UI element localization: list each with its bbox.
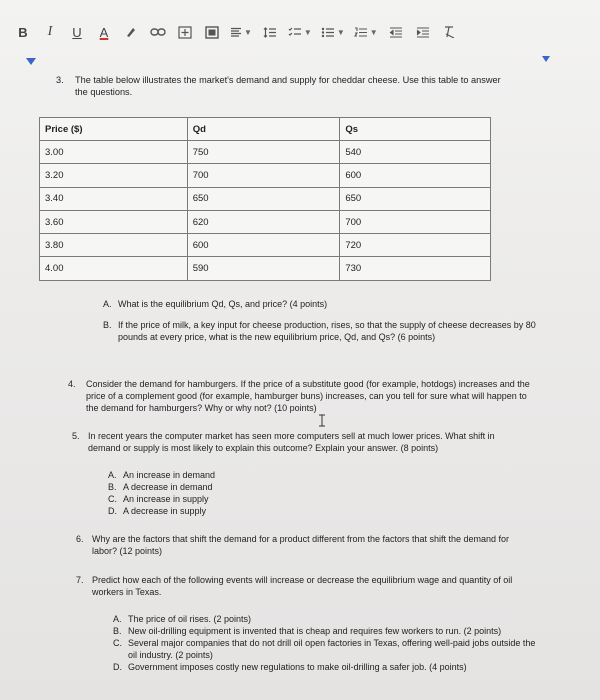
qs-cell: 730 (340, 257, 491, 280)
question-5-number: 5. (72, 431, 80, 441)
price-cell: 3.40 (40, 187, 188, 210)
option-label: A. (108, 470, 117, 480)
option-label: A. (113, 614, 122, 624)
option-text: An increase in supply (123, 494, 209, 504)
checklist-dropdown-icon: ▼ (303, 27, 312, 37)
insert-image-button[interactable] (176, 21, 194, 43)
price-cell: 3.00 (40, 141, 188, 164)
underline-label: U (72, 24, 82, 40)
part-b-label: B. (103, 320, 112, 330)
decrease-indent-icon (389, 27, 403, 38)
option-text: A decrease in supply (123, 506, 207, 516)
qd-cell: 620 (187, 210, 340, 233)
qs-cell: 720 (340, 234, 491, 257)
qd-cell: 590 (187, 257, 340, 280)
bold-label: B (18, 24, 28, 40)
option-label: D. (113, 662, 122, 672)
line-spacing-button[interactable] (261, 21, 279, 43)
option-label: B. (108, 482, 117, 492)
text-color-label: A (99, 24, 109, 40)
question-3-part-b (103, 319, 548, 343)
option-text: Government imposes costly new regulations to make oil-drilling a safer job. (4 points) (128, 662, 467, 672)
align-icon (230, 27, 242, 38)
qs-header: Qs (340, 118, 491, 141)
part-b-text: If the price of milk, a key input for cheese production, rises, so that the supply of cheese decreases by 80 pounds at every price, what is the new equilibrium price, Qd, and Qs? (6 points) (118, 320, 536, 342)
price-cell: 3.60 (40, 210, 188, 233)
table-row (40, 234, 491, 257)
option-label: D. (108, 506, 117, 516)
highlight-button[interactable] (122, 21, 140, 43)
qs-cell: 650 (340, 187, 491, 210)
link-icon (150, 27, 166, 37)
price-cell: 4.00 (40, 257, 188, 280)
math-icon (205, 26, 219, 39)
option-text: An increase in demand (123, 470, 216, 480)
table-header-row (40, 118, 491, 141)
clear-format-icon (444, 26, 456, 38)
table-row (40, 141, 491, 164)
qd-cell: 700 (187, 164, 340, 187)
numbered-list-icon (354, 27, 368, 38)
supply-demand-table (39, 117, 491, 281)
checklist-button[interactable] (288, 21, 312, 43)
question-7-options (113, 613, 543, 673)
highlight-icon (125, 26, 137, 38)
question-5-options (108, 469, 408, 517)
align-button[interactable] (230, 21, 252, 43)
option-row (113, 661, 543, 673)
option-row (113, 613, 543, 625)
qd-cell: 600 (187, 234, 340, 257)
link-button[interactable] (149, 21, 167, 43)
option-text: New oil-drilling equipment is invented that is cheap and requires few workers to run. (2 points) (128, 626, 502, 636)
question-7-number: 7. (76, 575, 84, 585)
question-7-text: Predict how each of the following events will increase or decrease the equilibrium wage and quantity of oil workers in Texas. (92, 575, 513, 597)
question-6-text: Why are the factors that shift the demand for a product different from the factors that shift the demand for labor? (12 points) (92, 534, 510, 556)
question-6-number: 6. (76, 534, 84, 544)
price-cell: 3.20 (40, 164, 188, 187)
option-row (108, 481, 408, 493)
option-label: C. (108, 494, 117, 504)
question-4 (68, 378, 533, 414)
question-6 (76, 533, 536, 557)
italic-label: I (47, 24, 53, 39)
math-button[interactable] (203, 21, 221, 43)
bulleted-list-button[interactable] (321, 21, 345, 43)
qs-cell: 700 (340, 210, 491, 233)
bulleted-list-icon (321, 27, 335, 38)
option-row (113, 625, 523, 637)
question-4-text: Consider the demand for hamburgers. If the price of a substitute good (for example, hotdogs) increases and the price of a complement good (for example, hamburger buns) increases, can you tell for sure what will happen to the demand for hamburgers? Why or why not? (10 points) (86, 379, 530, 413)
qs-cell: 600 (340, 164, 491, 187)
option-row (108, 505, 408, 517)
question-3 (56, 74, 536, 98)
align-dropdown-icon: ▼ (244, 27, 252, 37)
question-5-text: In recent years the computer market has seen more computers sell at much lower prices. What shift in demand or supply is most likely to explain this outcome? Explain your answer. (8 points) (88, 431, 495, 453)
option-row (113, 637, 538, 661)
option-row (108, 469, 408, 481)
line-spacing-icon (263, 27, 277, 38)
question-5 (72, 430, 537, 454)
option-label: C. (113, 638, 122, 648)
table-row (40, 187, 491, 210)
question-7 (76, 574, 546, 598)
question-3-text: The table below illustrates the market's demand and supply for cheddar cheese. Use this table to answer the questions. (75, 75, 501, 98)
price-header: Price ($) (40, 118, 188, 141)
checklist-icon (288, 27, 302, 38)
underline-button[interactable] (68, 21, 86, 43)
editor-dropdown-icon[interactable] (542, 56, 550, 62)
text-cursor-icon (317, 414, 325, 427)
increase-indent-icon (416, 27, 430, 38)
option-text: The price of oil rises. (2 points) (128, 614, 252, 624)
text-color-button[interactable] (95, 21, 113, 43)
price-cell: 3.80 (40, 234, 188, 257)
numbered-list-dropdown-icon: ▼ (369, 27, 378, 37)
table-row (40, 164, 491, 187)
clear-format-button[interactable] (441, 21, 459, 43)
qd-cell: 750 (187, 141, 340, 164)
question-3-number: 3. (56, 75, 64, 85)
decrease-indent-button[interactable] (387, 21, 405, 43)
insert-image-icon (178, 26, 192, 39)
increase-indent-button[interactable] (414, 21, 432, 43)
qs-cell: 540 (340, 141, 491, 164)
option-text: Several major companies that do not drill oil open factories in Texas, offering well-paid jobs outside the oil industry. (2 points) (128, 638, 536, 660)
option-label: B. (113, 626, 122, 636)
question-3-part-a (103, 298, 543, 310)
question-4-number: 4. (68, 379, 76, 389)
qd-header: Qd (187, 118, 340, 141)
bold-button[interactable] (14, 21, 32, 43)
numbered-list-button[interactable] (354, 21, 378, 43)
italic-button[interactable] (41, 21, 59, 43)
scroll-down-marker-icon[interactable] (26, 58, 36, 65)
option-text: A decrease in demand (123, 482, 213, 492)
bulleted-list-dropdown-icon: ▼ (336, 27, 345, 37)
part-a-text: What is the equilibrium Qd, Qs, and price? (4 points) (118, 299, 328, 309)
table-row (40, 210, 491, 233)
formatting-toolbar (0, 18, 600, 46)
option-row (108, 493, 408, 505)
part-a-label: A. (103, 299, 112, 309)
table-row (40, 257, 491, 280)
qd-cell: 650 (187, 187, 340, 210)
